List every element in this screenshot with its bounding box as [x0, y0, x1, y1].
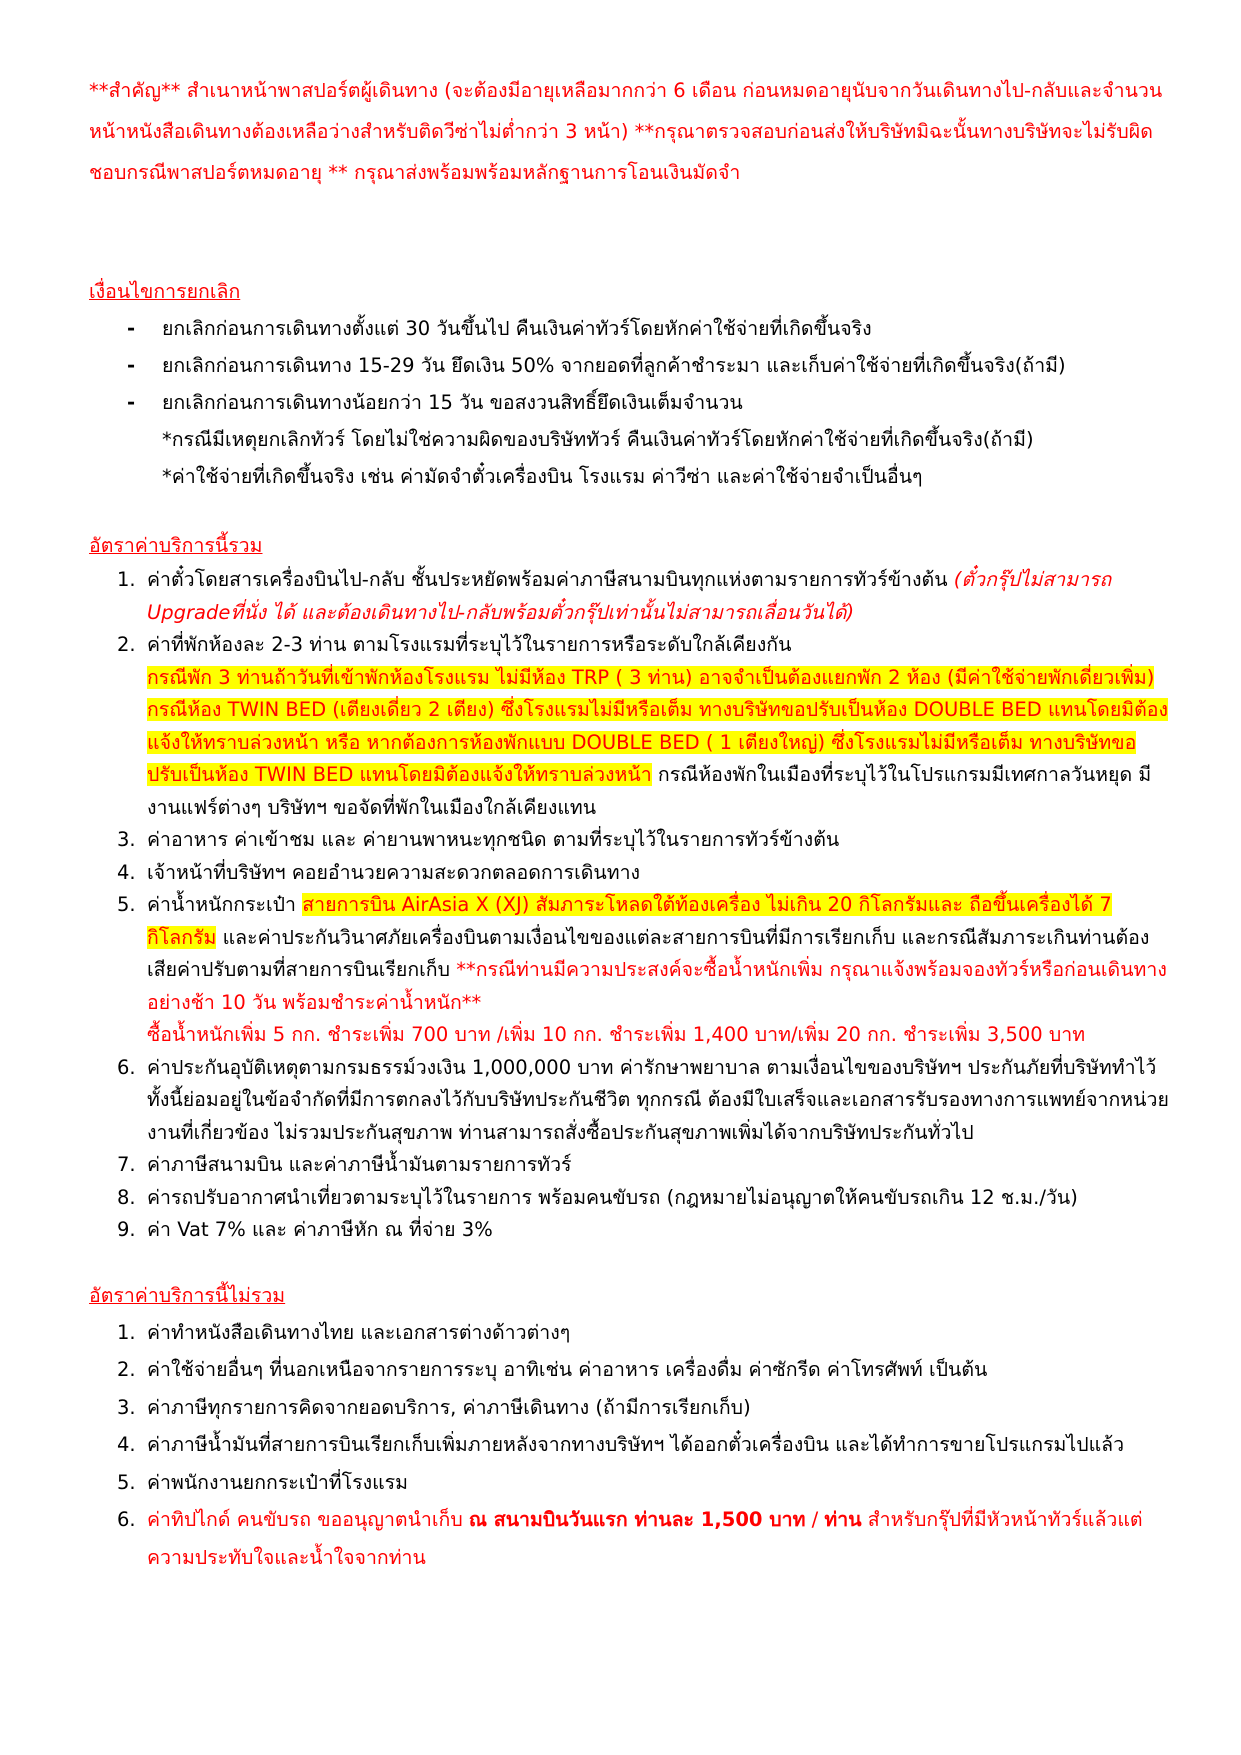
item-number: 4.: [117, 1433, 136, 1456]
item-text: ค่าทำหนังสือเดินทางไทย และเอกสารต่างด้าวต่างๆ: [147, 1320, 571, 1344]
list-item: [117, 1501, 1169, 1576]
item-number: 2.: [117, 1358, 136, 1381]
list-item: [117, 1426, 1169, 1464]
item-number: 4.: [117, 860, 136, 884]
group-ticket-note: (ตั๋วกรุ๊ปไม่สามารถ Upgradeที่นั่ง ได้ และต้องเดินทางไป-กลับพร้อมตั๋วกรุ๊ปเท่านั้นไม่สามารถเลื่อนวันได้): [147, 568, 1112, 624]
excluded-heading: อัตราค่าบริการนี้ไม่รวม: [89, 1283, 286, 1307]
cancellation-note: *ค่าใช้จ่ายที่เกิดขึ้นจริง เช่น ค่ามัดจำตั๋วเครื่องบิน โรงแรม ค่าวีซ่า และค่าใช้จ่ายจำเป็นอื่นๆ: [162, 465, 923, 488]
cancellation-heading: เงื่อนไขการยกเลิก: [89, 280, 241, 303]
list-item: - ยกเลิกก่อนการเดินทาง 15-29 วัน ยึดเงิน 50% จากยอดที่ลูกค้าชำระมา และเก็บค่าใช้จ่ายที่เกิดขึ้นจริง(ถ้ามี): [127, 347, 1169, 384]
item-number: 5.: [117, 893, 136, 916]
list-item: [117, 824, 1169, 857]
item-text: กรณีห้องพักในเมืองที่ระบุไว้ในโปรแกรมมีเทศกาลวันหยุด มีงานแฟร์ต่างๆ บริษัทฯ ขอจัดที่พักในเมืองใกล้เคียงแทน: [147, 763, 1152, 819]
item-text: และค่าประกันวินาศภัยเครื่องบินตามเงื่อนไขของแต่ละสายการบินที่มีการเรียกเก็บ และกรณีสัมภาระเกินท่านต้องเสียค่าปรับตามที่สายการบินเรียกเก็บ: [147, 925, 1150, 981]
list-item: [117, 889, 1169, 1052]
item-number: 5.: [117, 1470, 136, 1494]
item-number: 9.: [117, 1218, 136, 1241]
item-text: ค่า Vat 7% และ ค่าภาษีหัก ณ ที่จ่าย 3%: [147, 1218, 493, 1241]
baggage-highlight: สายการบิน AirAsia X (XJ) สัมภาระโหลดใต้ท้องเครื่อง ไม่เกิน 20 กิโลกรัมและ ถือขึ้นเครื่องได้ 7 กิโลกรัม: [147, 893, 1112, 949]
included-heading: อัตราค่าบริการนี้รวม: [89, 534, 263, 557]
cancellation-list: [127, 310, 1169, 495]
list-item: [117, 1464, 1169, 1502]
excluded-section: [89, 1277, 1169, 1577]
tip-unit: ท่าน: [824, 1508, 862, 1531]
tip-amount: ณ สนามบินวันแรก ท่านละ 1,500 บาท: [468, 1508, 806, 1531]
list-item: [117, 1052, 1169, 1150]
cancellation-note: *กรณีมีเหตุยกเลิกทัวร์ โดยไม่ใช่ความผิดของบริษัททัวร์ คืนเงินค่าทัวร์โดยหักค่าใช้จ่ายที่เกิดขึ้นจริง(ถ้ามี): [162, 428, 1034, 451]
list-item: [117, 1351, 1169, 1389]
list-item: - ยกเลิกก่อนการเดินทางน้อยกว่า 15 วัน ขอสงวนสิทธิ์ยึดเงินเต็มจำนวน: [127, 384, 1169, 421]
included-section: [89, 527, 1169, 1247]
tip-text: สำหรับกรุ๊ปที่มีหัวหน้าทัวร์แล้วแต่ความประทับใจและน้ำใจจากท่าน: [147, 1508, 1143, 1569]
item-number: 6.: [117, 1508, 136, 1531]
room-type-highlight: กรณีพัก 3 ท่านถ้าวันที่เข้าพักห้องโรงแรม ไม่มีห้อง TRP ( 3 ท่าน) อาจจำเป็นต้องแยกพัก 2 ห้อง (มีค่าใช้จ่ายพักเดี่ยวเพิ่ม) กรณีห้อง TWIN BED (เตียงเดี่ยว 2 เตียง) ซึ่งโรงแรมไม่มีหรือเต็ม ทางบริษัทขอปรับเป็นห้อง DOUBLE BED แทนโดยมิต้องแจ้งให้ทราบล่วงหน้า หรือ หากต้องการห้องพักแบบ DOUBLE BED ( 1 เตียงใหญ่) ซึ่งโรงแรมไม่มีหรือเต็ม ทางบริษัทขอปรับเป็นห้อง TWIN BED แทนโดยมิต้องแจ้งให้ทราบล่วงหน้า: [147, 665, 1169, 786]
cancellation-section: [89, 273, 1169, 495]
list-item: [117, 1182, 1169, 1215]
item-number: 2.: [117, 633, 136, 656]
item-text: ค่าอาหาร ค่าเข้าชม และ ค่ายานพาหนะทุกชนิด ตามที่ระบุไว้ในรายการทัวร์ข้างต้น: [147, 828, 840, 851]
extra-baggage-note: **กรณีท่านมีความประสงค์จะซื้อน้ำหนักเพิ่ม กรุณาแจ้งพร้อมจองทัวร์หรือก่อนเดินทางอย่างช้า 10 วัน พร้อมชำระค่าน้ำหนัก**: [147, 958, 1167, 1014]
item-number: 7.: [117, 1153, 136, 1176]
item-text: ค่าประกันอุบัติเหตุตามกรมธรรม์วงเงิน 1,000,000 บาท ค่ารักษาพยาบาล ตามเงื่อนไขของบริษัทฯ ประกันภัยที่บริษัททำไว้ ทั้งนี้ย่อมอยู่ในข้อจำกัดที่มีการตกลงไว้กับบริษัทประกันชีวิต ทุกกรณี ต้องมีใบเสร็จและเอกสารรับรองทางการแพทย์จากหน่วยงานที่เกี่ยวข้อง ไม่รวมประกันสุขภาพ ท่านสามารถสั่งซื้อประกันสุขภาพเพิ่มได้จากบริษัทประกันทั่วไป: [147, 1055, 1169, 1144]
tip-separator: /: [805, 1508, 825, 1531]
tip-text: ค่าทิปไกด์ คนขับรถ ขออนุญาตนำเก็บ: [147, 1508, 469, 1531]
excluded-list: [89, 1314, 1169, 1577]
passport-notice: **สำคัญ** สำเนาหน้าพาสปอร์ตผู้เดินทาง (จะต้องมีอายุเหลือมากกว่า 6 เดือน ก่อนหมดอายุนับจากวันเดินทางไป-กลับและจำนวนหน้าหนังสือเดินทางต้องเหลือว่างสำหรับติดวีซ่าไม่ต่ำกว่า 3 หน้า) **กรุณาตรวจสอบก่อนส่งให้บริษัทมิฉะนั้นทางบริษัทจะไม่รับผิดชอบกรณีพาสปอร์ตหมดอายุ ** กรุณาส่งพร้อมพร้อมหลักฐานการโอนเงินมัดจำ: [89, 79, 1163, 184]
item-text: ค่าใช้จ่ายอื่นๆ ที่นอกเหนือจากรายการระบุ อาทิเช่น ค่าอาหาร เครื่องดื่ม ค่าซักรีด ค่าโทรศัพท์ เป็นต้น: [147, 1358, 988, 1381]
item-text: ค่ารถปรับอากาศนำเที่ยวตามระบุไว้ในรายการ พร้อมคนขับรถ (กฎหมายไม่อนุญาตให้คนขับรถเกิน 12 ช.ม./วัน): [147, 1185, 1078, 1209]
item-number: 6.: [117, 1055, 136, 1079]
item-text: ค่าที่พักห้องละ 2-3 ท่าน ตามโรงแรมที่ระบุไว้ในรายการหรือระดับใกล้เคียงกัน: [147, 633, 792, 656]
item-number: 1.: [117, 1320, 136, 1344]
item-number: 8.: [117, 1185, 136, 1209]
list-item: [117, 564, 1169, 629]
item-number: 3.: [117, 828, 136, 851]
list-item: [117, 1314, 1169, 1352]
item-text: ค่าน้ำหนักกระเป๋า: [147, 893, 303, 916]
document-page: [89, 70, 1169, 1576]
list-item: [117, 629, 1169, 824]
item-number: 1.: [117, 568, 136, 591]
list-item: [117, 1214, 1169, 1247]
list-item: [117, 857, 1169, 890]
item-text: ค่าตั๋วโดยสารเครื่องบินไป-กลับ ชั้นประหยัดพร้อมค่าภาษีสนามบินทุกแห่งตามรายการทัวร์ข้างต้น: [147, 568, 954, 591]
list-item: - ยกเลิกก่อนการเดินทางตั้งแต่ 30 วันขึ้นไป คืนเงินค่าทัวร์โดยหักค่าใช้จ่ายที่เกิดขึ้นจริง: [127, 310, 1169, 347]
item-text: ค่าพนักงานยกกระเป๋าที่โรงแรม: [147, 1470, 408, 1494]
item-text: ค่าภาษีน้ำมันที่สายการบินเรียกเก็บเพิ่มภายหลังจากทางบริษัทฯ ได้ออกตั๋วเครื่องบิน และได้ทำการขายโปรแกรมไปแล้ว: [147, 1433, 1125, 1456]
list-item: [117, 1149, 1169, 1182]
included-list: [89, 564, 1169, 1247]
extra-baggage-prices: ซื้อน้ำหนักเพิ่ม 5 กก. ชำระเพิ่ม 700 บาท /เพิ่ม 10 กก. ชำระเพิ่ม 1,400 บาท/เพิ่ม 20 กก. ชำระเพิ่ม 3,500 บาท: [147, 1023, 1086, 1046]
item-number: 3.: [117, 1395, 136, 1419]
list-item: [117, 1389, 1169, 1427]
item-text: เจ้าหน้าที่บริษัทฯ คอยอำนวยความสะดวกตลอดการเดินทาง: [147, 860, 641, 884]
item-text: ค่าภาษีสนามบิน และค่าภาษีน้ำมันตามรายการทัวร์: [147, 1153, 572, 1176]
item-text: ค่าภาษีทุกรายการคิดจากยอดบริการ, ค่าภาษีเดินทาง (ถ้ามีการเรียกเก็บ): [147, 1395, 751, 1419]
